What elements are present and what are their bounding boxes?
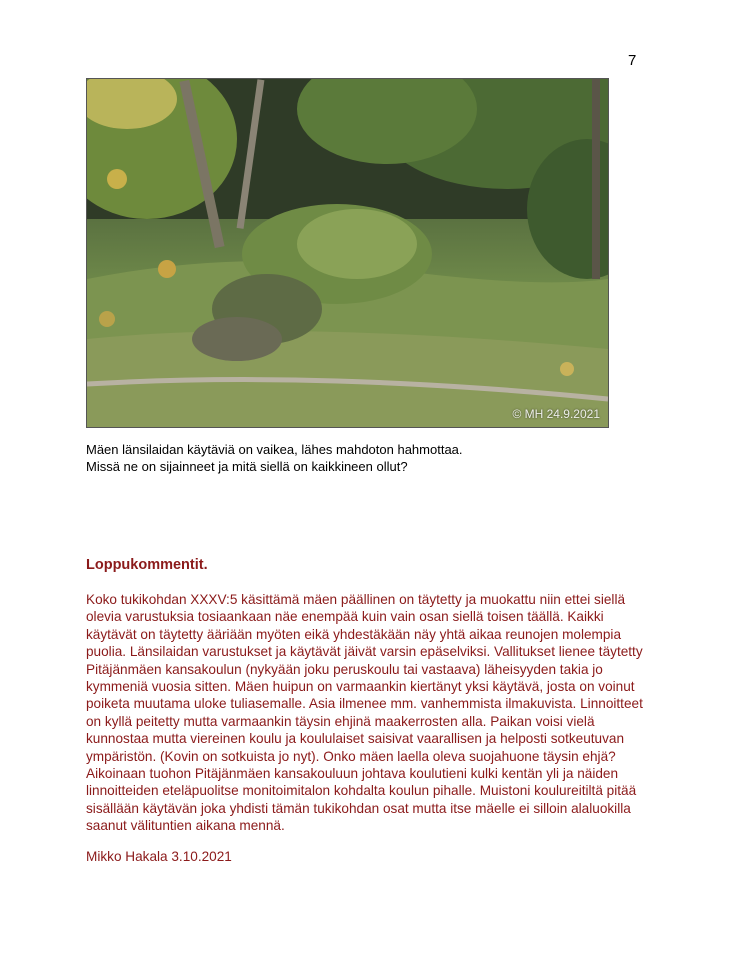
caption-line: Missä ne on sijainneet ja mitä siellä on kaikkineen ollut? <box>86 459 408 474</box>
body-line: poiketa muutama uloke tuliasemalle. Asia ilmenee mm. vanhemmista ilmakuvista. Linnoitteet <box>86 696 643 712</box>
page-number: 7 <box>628 52 637 69</box>
body-line: kymmeniä vuosia sitten. Mäen huipun on varmaankin kiertänyt yksi käytävä, josta on voinut <box>86 679 635 695</box>
caption-line: Mäen länsilaidan käytäviä on vaikea, lähes mahdoton hahmottaa. <box>86 442 463 457</box>
body-line: sisällään käytävän joka yhdisti tämän tukikohdan osat mutta itse mäelle ei silloin alaluokilla <box>86 800 631 816</box>
forest-photo-illustration <box>87 79 608 427</box>
body-line: Koko tukikohdan XXXV:5 käsittämä mäen päällinen on täytetty ja muokattu niin ettei siellä <box>86 592 626 607</box>
section-heading: Loppukommentit. <box>86 557 208 573</box>
body-line: ympäristön. (Kovin on sotkuista jo nyt). Onko mäen laella oleva suojahuone täysin ehjä? <box>86 748 616 764</box>
section-body <box>86 591 676 835</box>
body-line: kunnostaa mutta viereinen koulu ja koululaiset saisivat vaarallisen ja helposti sotkeutuvan <box>86 731 625 747</box>
photo-credit: © MH 24.9.2021 <box>512 407 600 421</box>
body-line: olevia varustuksia tosiaankaan näe enempää kuin vain osan siellä toisen täällä. Kaikki <box>86 609 604 625</box>
body-line: puolia. Länsilaidan varustukset ja käytävät jäivät varsin epäselviksi. Vallitukset lienee täytetty <box>86 644 643 660</box>
body-line: käytävät on täytetty ääriään myöten eikä yhdestäkään näy yhtä aikaa reunojen molempia <box>86 626 622 642</box>
photo-caption <box>86 441 646 475</box>
signature: Mikko Hakala 3.10.2021 <box>86 849 232 864</box>
body-line: Pitäjänmäen kansakoulun (nykyään joku peruskoulu tai vastaava) läheisyyden takia jo <box>86 661 603 677</box>
body-line: saanut välituntien aikana mennä. <box>86 818 285 834</box>
body-line: linnoitteiden eteläpuolitse monitoimitalon kohdalta koulun pihalle. Muistoni koulureitiltä pitää <box>86 783 637 799</box>
body-line: Aikoinaan tuohon Pitäjänmäen kansakouluun johtava koulutieni kulki kentän yli ja näiden <box>86 766 619 782</box>
forest-photo <box>86 78 609 428</box>
body-line: on kyllä peitetty mutta varmaankin täysin ehjinä maakerrosten alla. Paikan voisi vielä <box>86 713 595 729</box>
